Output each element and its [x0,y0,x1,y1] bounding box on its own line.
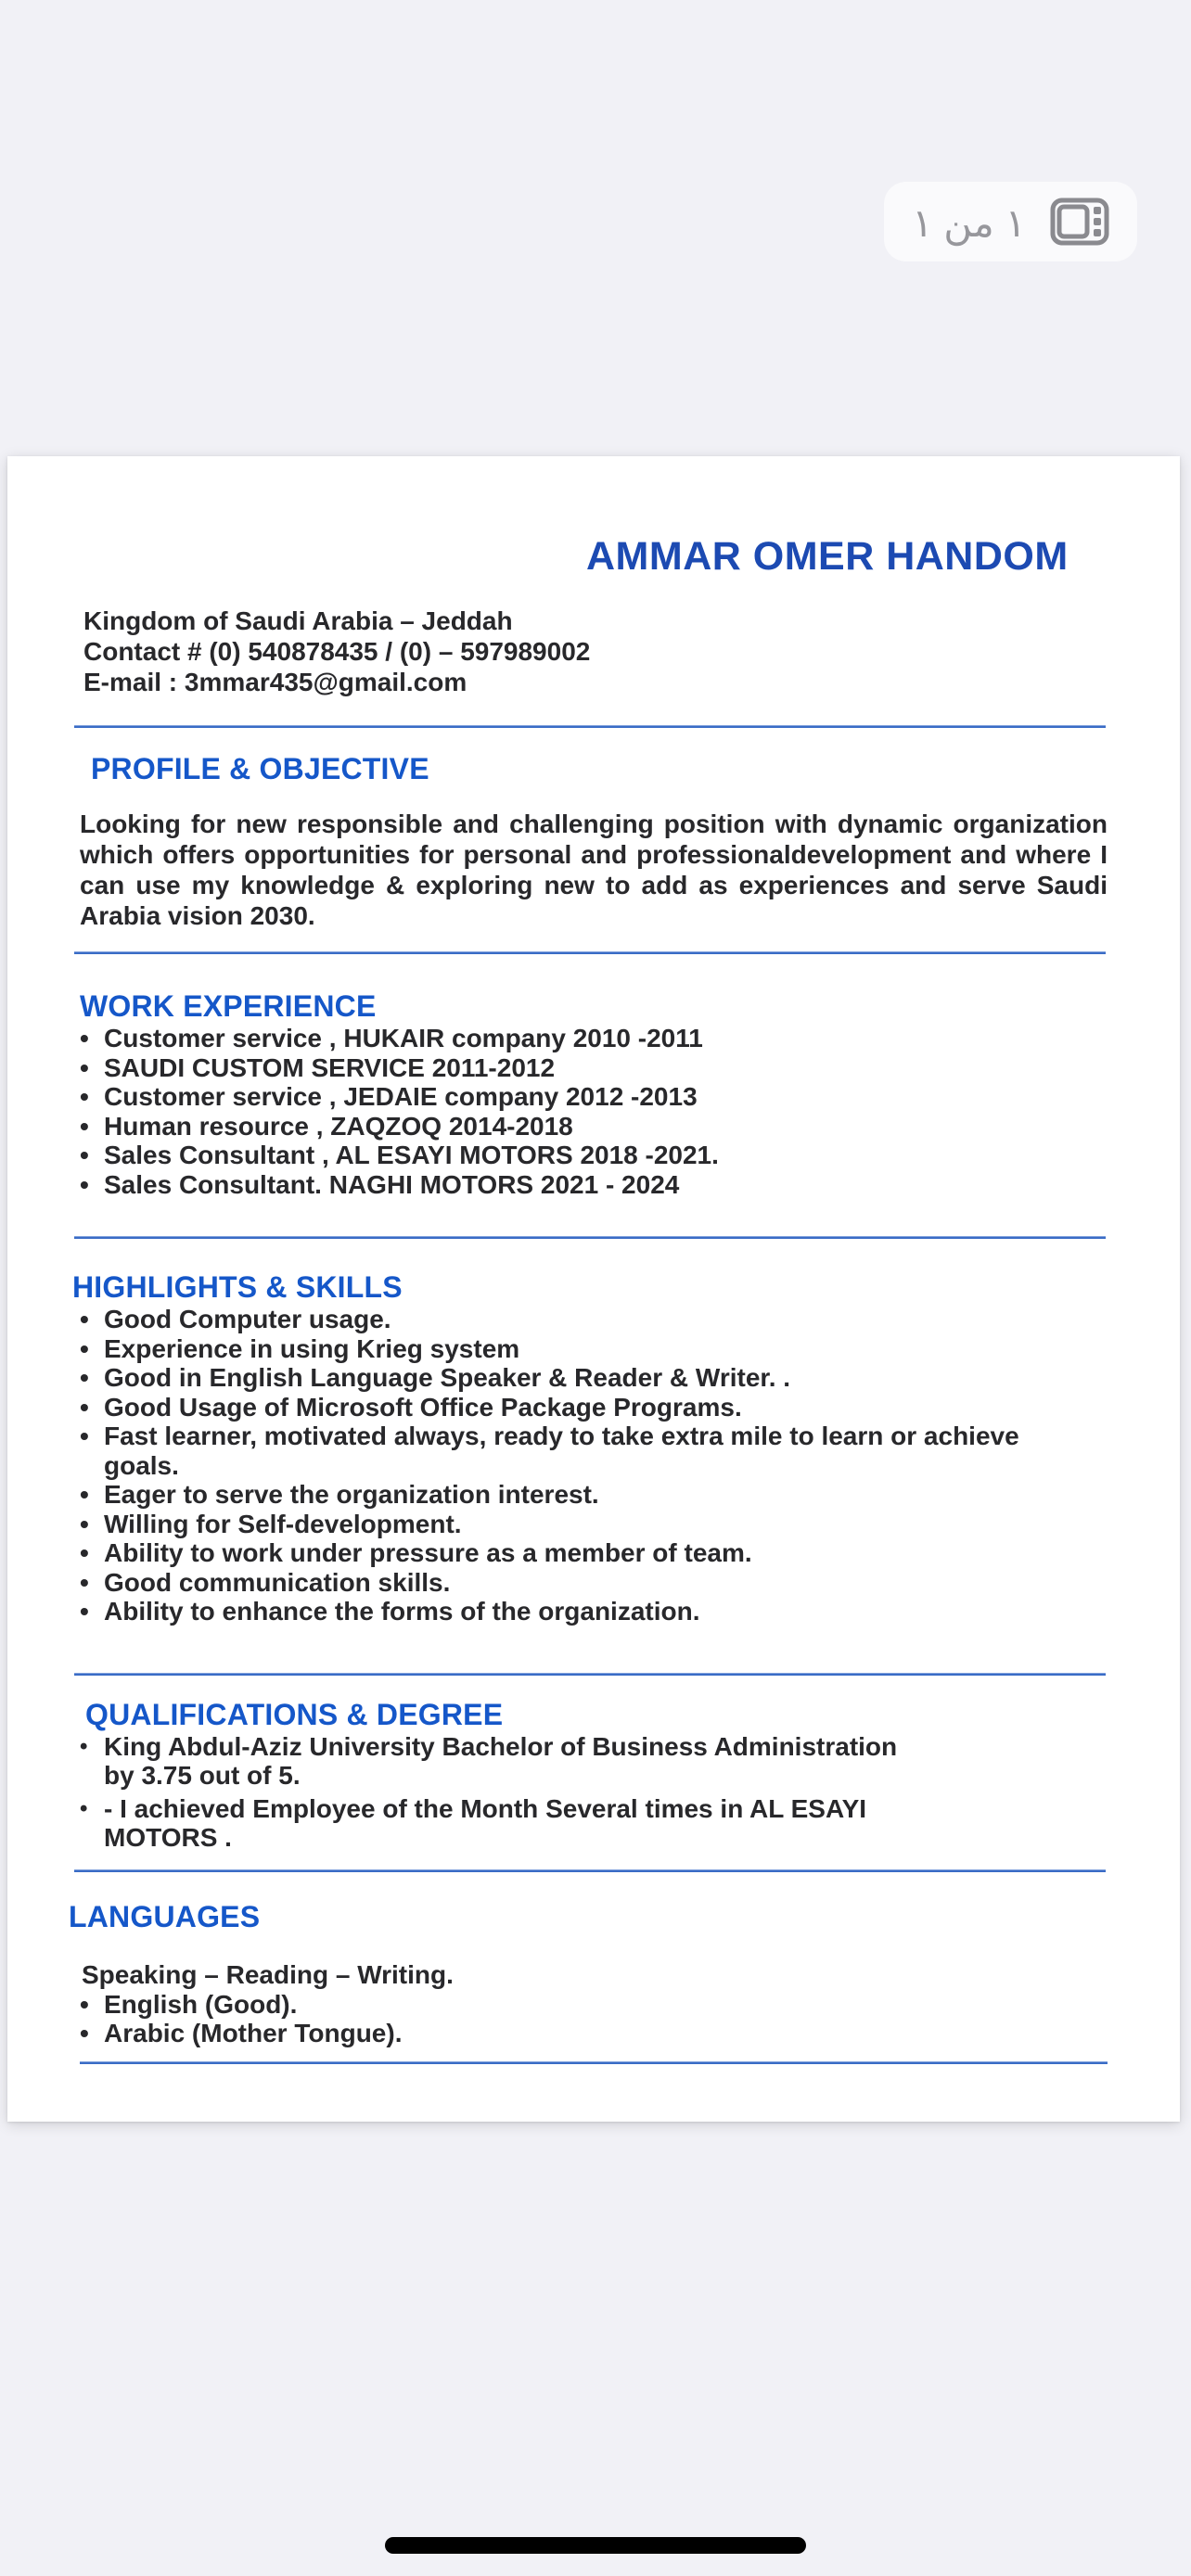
resume-name-title: AMMAR OMER HANDOM [586,534,1069,579]
work-experience-item: • Sales Consultant. NAGHI MOTORS 2021 - 2024 [80,1170,1091,1200]
contact-location: Kingdom of Saudi Arabia – Jeddah [83,606,513,635]
home-indicator[interactable] [385,2537,806,2554]
work-experience-list [80,1024,1091,1199]
profile-objective-text: Looking for new responsible and challenging position with dynamic organization which offers opportunities for personal and professionaldevelopment and where I can use my knowledge & exploring new to add as experiences and serve Saudi Arabia vision 2030. [80,810,1108,930]
language-item: • Arabic (Mother Tongue). [80,2019,1091,2048]
profile-section-heading: PROFILE & OBJECTIVE [91,752,429,785]
qualifications-heading: QUALIFICATIONS & DEGREE [85,1697,504,1731]
qualification-item: • King Abdul-Aziz University Bachelor of Business Administration by 3.75 out of 5. [80,1732,924,1791]
languages-heading: LANGUAGES [69,1899,261,1933]
section-divider [74,951,1106,954]
work-experience-item: • Sales Consultant , AL ESAYI MOTORS 2018 -2021. [80,1141,1091,1170]
page-thumbnails-icon [1050,198,1109,246]
skill-item: • Willing for Self-development. [80,1510,1091,1539]
page-indicator-button[interactable] [884,182,1137,261]
skill-item: • Good in English Language Speaker & Reader & Writer. . [80,1363,1091,1393]
document-content [7,534,1180,2064]
section-divider [80,2061,1108,2064]
work-experience-item: • SAUDI CUSTOM SERVICE 2011-2012 [80,1053,1091,1083]
contact-phone: Contact # (0) 540878435 / (0) – 597989002 [83,637,591,666]
document-page [7,456,1180,2122]
skill-item: • Ability to enhance the forms of the organization. [80,1597,1091,1626]
skill-item: • Good Computer usage. [80,1305,1091,1334]
skills-section-heading: HIGHLIGHTS & SKILLS [72,1270,403,1304]
work-experience-item: • Human resource , ZAQZOQ 2014-2018 [80,1112,1091,1141]
skill-item: • Good communication skills. [80,1568,1091,1598]
languages-list [80,1990,1091,2048]
skill-item: • Experience in using Krieg system [80,1334,1091,1364]
qualifications-list [80,1732,924,1853]
languages-intro: Speaking – Reading – Writing. [82,1959,454,1989]
contact-block [80,606,1091,697]
section-divider [74,725,1106,728]
page-indicator-label: ١ من ١ [912,201,1026,245]
skill-item: • Eager to serve the organization interest. [80,1480,1091,1510]
contact-email: E-mail : 3mmar435@gmail.com [83,668,467,696]
skill-item: • Fast learner, motivated always, ready to take extra mile to learn or achieve goals. [80,1422,1091,1480]
skills-list [80,1305,1091,1626]
qualification-item: • - I achieved Employee of the Month Several times in AL ESAYI MOTORS . [80,1794,924,1853]
skill-item: • Good Usage of Microsoft Office Package Programs. [80,1393,1091,1422]
section-divider [74,1869,1106,1872]
skill-item: • Ability to work under pressure as a member of team. [80,1538,1091,1568]
section-divider [74,1673,1106,1676]
work-experience-item: • Customer service , JEDAIE company 2012 -2013 [80,1082,1091,1112]
language-item: • English (Good). [80,1990,1091,2020]
work-experience-heading: WORK EXPERIENCE [80,989,377,1023]
section-divider [74,1236,1106,1239]
work-experience-item: • Customer service , HUKAIR company 2010 -2011 [80,1024,1091,1053]
